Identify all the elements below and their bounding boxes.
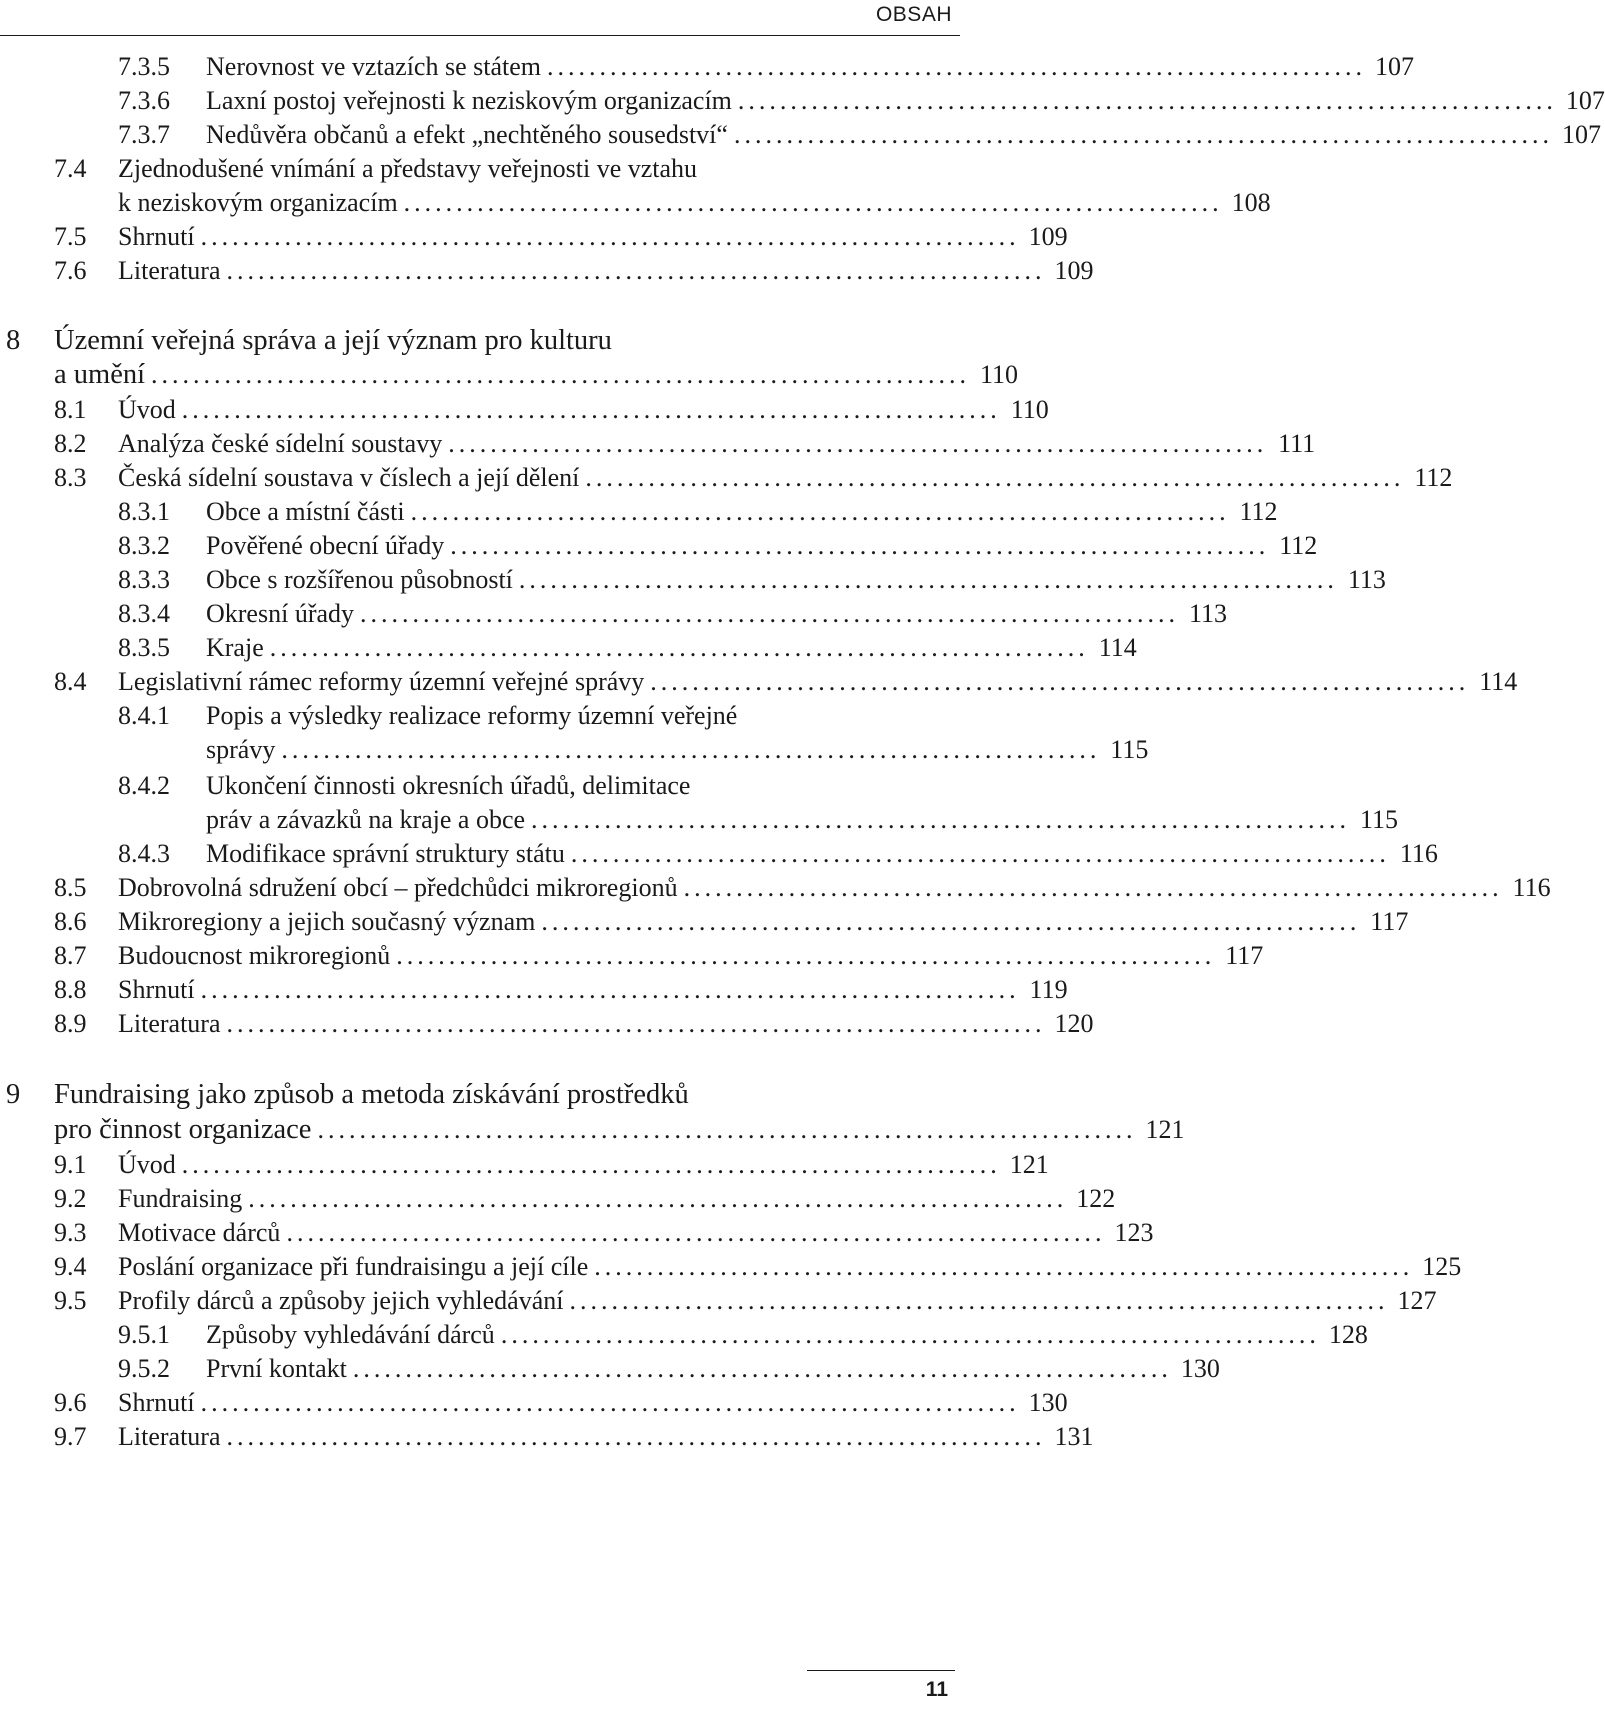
toc-chapter-8-line1[interactable]: [0, 322, 960, 360]
toc-number: 8.9: [54, 1009, 87, 1038]
toc-title: Modifikace správní struktury státu: [206, 839, 565, 868]
toc-number: 8.4: [54, 667, 87, 696]
toc-leader-dots: ..............................................................................: [151, 360, 971, 389]
toc-page-number: 119: [1029, 975, 1068, 1004]
toc-entry-8-4-2-line1[interactable]: [0, 767, 960, 805]
toc-number: 8.7: [54, 941, 87, 970]
toc-entry-9-5-2[interactable]: [0, 1350, 1220, 1388]
toc-entry-7-4[interactable]: [0, 184, 1271, 222]
toc-number: 8.3.5: [118, 633, 170, 662]
toc-number: 8.8: [54, 975, 87, 1004]
toc-page-number: 113: [1188, 599, 1228, 628]
toc-page-number: 114: [1098, 633, 1137, 662]
toc-title: Mikroregiony a jejich současný význam: [118, 907, 536, 936]
toc-page-number: 123: [1114, 1218, 1154, 1247]
toc-chapter-number: 9: [6, 1079, 21, 1110]
toc-leader-dots: ..............................................................................: [531, 805, 1351, 834]
toc-entry-8-4[interactable]: [0, 663, 1518, 701]
toc-page-number: 115: [1110, 735, 1149, 764]
toc-leader-dots: ..............................................................................: [547, 52, 1366, 81]
toc-title-line1: Zjednodušené vnímání a představy veřejnosti ve vztahu: [118, 154, 698, 183]
toc-leader-dots: ..............................................................................: [594, 1252, 1414, 1281]
toc-title: Literatura: [118, 1422, 221, 1451]
toc-chapter-8[interactable]: [0, 356, 1019, 394]
toc-number: 9.7: [54, 1422, 87, 1451]
toc-number: 9.1: [54, 1150, 87, 1179]
footer-rule: [807, 1670, 955, 1671]
toc-title: Shrnutí: [118, 222, 195, 251]
toc-leader-dots: ..............................................................................: [181, 1150, 1001, 1179]
toc-page-number: 130: [1028, 1388, 1068, 1417]
toc-entry-7-3-7[interactable]: [0, 116, 1601, 154]
toc-entry-7-6[interactable]: [0, 252, 1094, 290]
toc-number: 8.4.2: [118, 771, 170, 800]
toc-page-number: 130: [1180, 1354, 1220, 1383]
toc-page-number: 120: [1054, 1009, 1094, 1038]
toc-page-number: 121: [1145, 1115, 1185, 1144]
toc-leader-dots: ..............................................................................: [226, 1422, 1046, 1451]
toc-page-number: 117: [1370, 907, 1409, 936]
toc-number: 8.3.2: [118, 531, 170, 560]
toc-title: Laxní postoj veřejnosti k neziskovým organizacím: [206, 86, 732, 115]
toc-number: 9.5: [54, 1286, 87, 1315]
toc-title: Fundraising: [118, 1184, 243, 1213]
toc-page-number: 107: [1375, 52, 1414, 81]
toc-leader-dots: ..............................................................................: [570, 839, 1390, 868]
toc-number: 8.3.1: [118, 497, 170, 526]
toc-title: Česká sídelní soustava v číslech a její dělení: [118, 463, 580, 492]
toc-title: Úvod: [118, 395, 176, 424]
toc-title: k neziskovým organizacím: [118, 188, 398, 217]
toc-entry-8-5[interactable]: [0, 869, 1551, 907]
toc-entry-7-5[interactable]: [0, 218, 1068, 256]
toc-title: Nerovnost ve vztazích se státem: [206, 52, 541, 81]
toc-leader-dots: ..............................................................................: [541, 907, 1361, 936]
toc-title: Obce a místní části: [206, 497, 405, 526]
toc-number: 9.5.1: [118, 1320, 170, 1349]
toc-leader-dots: ..............................................................................: [352, 1354, 1172, 1383]
toc-entry-8-3-2[interactable]: [0, 527, 1318, 565]
toc-number: 7.3.5: [118, 52, 170, 81]
toc-title: Shrnutí: [118, 1388, 195, 1417]
toc-title: správy: [206, 735, 276, 764]
toc-number: 9.6: [54, 1388, 87, 1417]
toc-page-number: 111: [1278, 429, 1316, 458]
toc-leader-dots: ..............................................................................: [200, 975, 1020, 1004]
toc-page-number: 128: [1328, 1320, 1368, 1349]
toc-entry-8-4-1[interactable]: [0, 731, 1149, 769]
toc-entry-9-2[interactable]: [0, 1180, 1116, 1218]
toc-title: Motivace dárců: [118, 1218, 281, 1247]
toc-page-number: 112: [1414, 463, 1453, 492]
toc-number: 8.5: [54, 873, 87, 902]
toc-leader-dots: ..............................................................................: [450, 531, 1270, 560]
toc-number: 8.3.3: [118, 565, 170, 594]
toc-leader-dots: ..............................................................................: [226, 256, 1046, 285]
toc-page-number: 107: [1565, 86, 1605, 115]
toc-title: Budoucnost mikroregionů: [118, 941, 391, 970]
toc-title: Obce s rozšířenou působností: [206, 565, 513, 594]
toc-leader-dots: ..............................................................................: [269, 633, 1089, 662]
toc-title: práv a závazků na kraje a obce: [206, 805, 526, 834]
toc-entry-8-3-5[interactable]: [0, 629, 1137, 667]
toc-number: 7.3.7: [118, 120, 170, 149]
toc-leader-dots: ..............................................................................: [248, 1184, 1068, 1213]
toc-page-number: 115: [1359, 805, 1399, 834]
toc-entry-8-4-3[interactable]: [0, 835, 1438, 873]
toc-entry-9-5-1[interactable]: [0, 1316, 1368, 1354]
toc-page-number: 127: [1397, 1286, 1437, 1315]
toc-entry-8-4-2[interactable]: [0, 801, 1399, 839]
toc-leader-dots: ..............................................................................: [448, 429, 1268, 458]
toc-leader-dots: ..............................................................................: [360, 599, 1180, 628]
toc-leader-dots: ..............................................................................: [200, 222, 1020, 251]
toc-entry-8-4-1-line1[interactable]: [0, 697, 960, 735]
toc-number: 8.1: [54, 395, 87, 424]
page-number: 11: [925, 1678, 948, 1701]
toc-title: Způsoby vyhledávání dárců: [206, 1320, 495, 1349]
toc-entry-7-3-6[interactable]: [0, 82, 1605, 120]
toc-title: Shrnutí: [118, 975, 195, 1004]
toc-leader-dots: ..............................................................................: [650, 667, 1470, 696]
toc-title: Pověřené obecní úřady: [206, 531, 445, 560]
toc-entry-8-6[interactable]: [0, 903, 1409, 941]
toc-chapter-9[interactable]: [0, 1111, 1185, 1149]
toc-leader-dots: ..............................................................................: [317, 1115, 1137, 1144]
toc-number: 8.2: [54, 429, 87, 458]
toc-number: 8.4.1: [118, 701, 170, 730]
toc-entry-8-2[interactable]: [0, 425, 1316, 463]
toc-page-number: 122: [1076, 1184, 1116, 1213]
toc-entry-8-9[interactable]: [0, 1005, 1094, 1043]
toc-title: Legislativní rámec reformy územní veřejné správy: [118, 667, 645, 696]
toc-page-number: 112: [1239, 497, 1278, 526]
toc-number: 7.4: [54, 154, 87, 183]
toc-entry-8-1[interactable]: [0, 391, 1049, 429]
toc-title: Literatura: [118, 256, 221, 285]
toc-page-number: 125: [1422, 1252, 1462, 1281]
toc-title: Dobrovolná sdružení obcí – předchůdci mikroregionů: [118, 873, 678, 902]
toc-leader-dots: ..............................................................................: [518, 565, 1338, 594]
toc-leader-dots: ..............................................................................: [410, 497, 1230, 526]
toc-chapter-number: 8: [6, 325, 21, 356]
toc-page-number: 121: [1009, 1150, 1049, 1179]
toc-title: Kraje: [206, 633, 264, 662]
toc-title: První kontakt: [206, 1354, 347, 1383]
toc-title: Profily dárců a způsoby jejich vyhledávání: [118, 1286, 564, 1315]
toc-chapter-title-line1: Územní veřejná správa a její význam pro kulturu: [54, 325, 612, 356]
toc-number: 9.2: [54, 1184, 87, 1213]
toc-title: Poslání organizace při fundraisingu a její cíle: [118, 1252, 589, 1281]
toc-title: Analýza české sídelní soustavy: [118, 429, 443, 458]
toc-page-number: 109: [1028, 222, 1068, 251]
toc-number: 9.3: [54, 1218, 87, 1247]
toc-page-number: 112: [1279, 531, 1318, 560]
toc-number: 7.3.6: [118, 86, 170, 115]
toc-page-number: 116: [1512, 873, 1551, 902]
toc-leader-dots: ..............................................................................: [181, 395, 1001, 424]
toc-chapter-title: pro činnost organizace: [54, 1114, 312, 1145]
toc-leader-dots: ..............................................................................: [226, 1009, 1046, 1038]
toc-entry-9-4[interactable]: [0, 1248, 1462, 1286]
toc-leader-dots: ..............................................................................: [683, 873, 1503, 902]
toc-entry-8-7[interactable]: [0, 937, 1264, 975]
toc-entry-8-3-1[interactable]: [0, 493, 1278, 531]
toc-entry-7-3-5[interactable]: [0, 48, 1414, 86]
toc-title: Nedůvěra občanů a efekt „nechtěného sousedství“: [206, 120, 728, 149]
toc-leader-dots: ..............................................................................: [396, 941, 1216, 970]
toc-leader-dots: ..............................................................................: [286, 1218, 1106, 1247]
toc-entry-9-7[interactable]: [0, 1418, 1094, 1456]
toc-number: 8.3: [54, 463, 87, 492]
toc-leader-dots: ..............................................................................: [585, 463, 1405, 492]
toc-entry-9-3[interactable]: [0, 1214, 1154, 1252]
toc-entry-9-6[interactable]: [0, 1384, 1068, 1422]
toc-number: 8.6: [54, 907, 87, 936]
toc-page-number: 110: [979, 360, 1019, 389]
toc-number: 9.4: [54, 1252, 87, 1281]
header-label: OBSAH: [875, 3, 952, 26]
toc-title: Okresní úřady: [206, 599, 355, 628]
toc-leader-dots: ..............................................................................: [569, 1286, 1389, 1315]
running-header: [0, 0, 960, 50]
header-rule: [0, 35, 960, 36]
toc-number: 8.4.3: [118, 839, 170, 868]
toc-entry-8-3[interactable]: [0, 459, 1453, 497]
toc-entry-9-1[interactable]: [0, 1146, 1049, 1184]
toc-entry-7-4-line1[interactable]: [0, 150, 960, 188]
toc-page-number: 113: [1347, 565, 1386, 594]
toc-leader-dots: ..............................................................................: [281, 735, 1101, 764]
toc-page-number: 109: [1054, 256, 1094, 285]
toc-page-number: 114: [1479, 667, 1518, 696]
toc-entry-8-8[interactable]: [0, 971, 1068, 1009]
toc-chapter-title-line1: Fundraising jako způsob a metoda získávání prostředků: [54, 1079, 689, 1110]
toc-title: Literatura: [118, 1009, 221, 1038]
toc-chapter-9-line1[interactable]: [0, 1076, 960, 1114]
toc-number: 8.3.4: [118, 599, 170, 628]
toc-title: Úvod: [118, 1150, 176, 1179]
toc-page-number: 108: [1231, 188, 1271, 217]
toc-entry-9-5[interactable]: [0, 1282, 1437, 1320]
toc-title-line1: Ukončení činnosti okresních úřadů, delimitace: [206, 771, 691, 800]
toc-leader-dots: ..............................................................................: [200, 1388, 1020, 1417]
toc-leader-dots: ..............................................................................: [737, 86, 1557, 115]
toc-entry-8-3-4[interactable]: [0, 595, 1228, 633]
toc-leader-dots: ..............................................................................: [733, 120, 1553, 149]
toc-page-number: 131: [1054, 1422, 1094, 1451]
toc-number: 7.5: [54, 222, 87, 251]
toc-page-number: 110: [1010, 395, 1049, 424]
toc-leader-dots: ..............................................................................: [403, 188, 1223, 217]
toc-number: 9.5.2: [118, 1354, 170, 1383]
toc-entry-8-3-3[interactable]: [0, 561, 1386, 599]
toc-page-number: 117: [1225, 941, 1264, 970]
toc-page-number: 107: [1561, 120, 1601, 149]
toc-leader-dots: ..............................................................................: [500, 1320, 1320, 1349]
toc-number: 7.6: [54, 256, 87, 285]
toc-page-number: 116: [1399, 839, 1438, 868]
toc-chapter-title: a umění: [54, 359, 146, 390]
toc-title-line1: Popis a výsledky realizace reformy územní veřejné: [206, 701, 738, 730]
